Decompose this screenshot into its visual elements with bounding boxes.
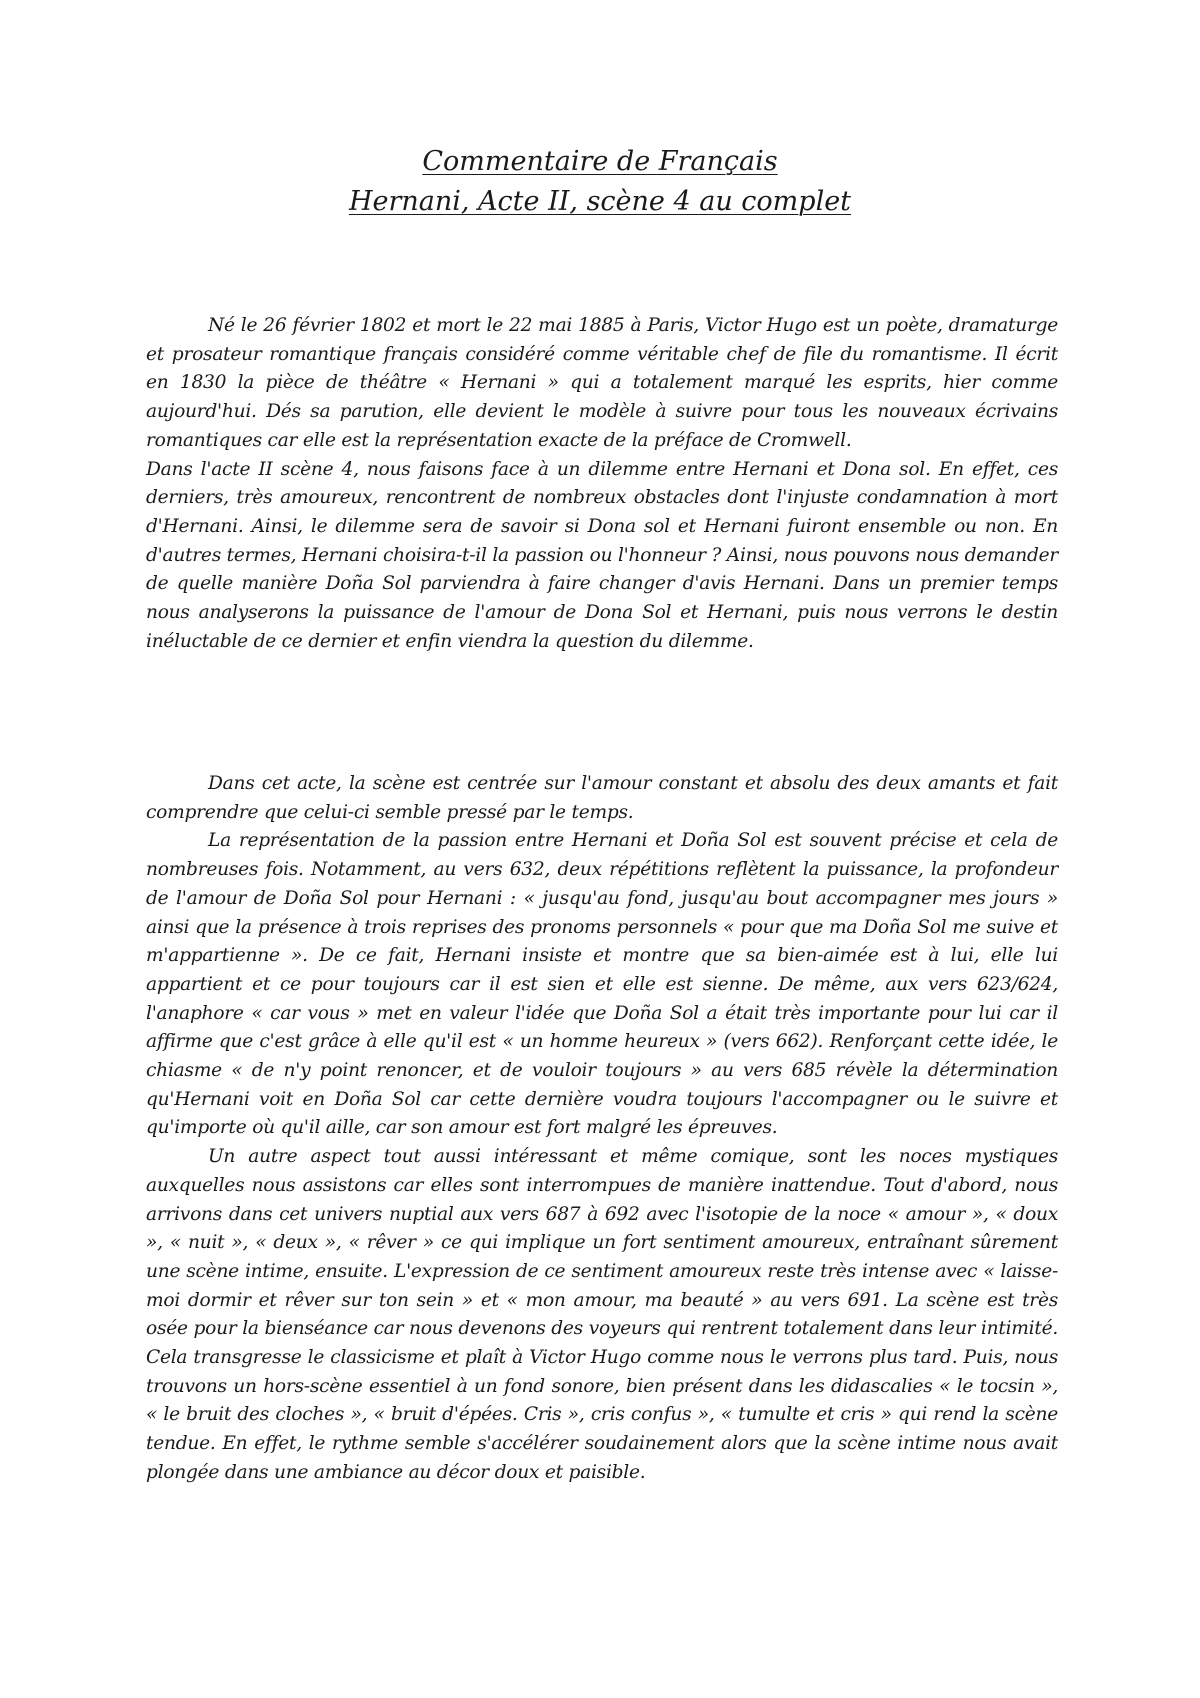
development-section [146,770,1058,1488]
introduction-section [146,312,1058,656]
document-title [0,142,1200,222]
paragraph-intro-1: Né le 26 février 1802 et mort le 22 mai 1885 à Paris, Victor Hugo est un poète, dramaturge et prosateur romantique français considéré comme véritable chef de file du romantisme. Il écrit en 1830 la pièce de théâtre « Hernani » qui a totalement marqué les esprits, hier comme aujourd'hui. Dés sa parution, elle devient le modèle à suivre pour tous les nouveaux écrivains romantiques car elle est la représentation exacte de la préface de Cromwell. [146,315,1058,451]
paragraph-dev-3: Un autre aspect tout aussi intéressant et même comique, sont les noces mystiques auxquelles nous assistons car elles sont interrompues de manière inattendue. Tout d'abord, nous arrivons dans cet univers nuptial aux vers 687 à 692 avec l'isotopie de la noce « amour », « doux », « nuit », « deux », « rêver » ce qui implique un fort sentiment amoureux, entraînant sûrement une scène intime, ensuite. L'expression de ce sentiment amoureux reste très intense avec « laisse-moi dormir et rêver sur ton sein » et « mon amour, ma beauté » au vers 691. La scène est très osée pour la bienséance car nous devenons des voyeurs qui rentrent totalement dans leur intimité. Cela transgresse le classicisme et plaît à Victor Hugo comme nous le verrons plus tard. Puis, nous trouvons un hors-scène essentiel à un fond sonore, bien présent dans les didascalies « le tocsin », « le bruit des cloches », « bruit d'épées. Cris », cris confus », « tumulte et cris » qui rend la scène tendue. En effet, le rythme semble s'accélérer soudainement alors que la scène intime nous avait plongée dans une ambiance au décor doux et paisible. [146,1146,1058,1483]
paragraph-dev-2: La représentation de la passion entre Hernani et Doña Sol est souvent précise et cela de nombreuses fois. Notamment, au vers 632, deux répétitions reflètent la puissance, la profondeur de l'amour de Doña Sol pour Hernani : « jusqu'au fond, jusqu'au bout accompagner mes jours » ainsi que la présence à trois reprises des pronoms personnels « pour que ma Doña Sol me suive et m'appartienne ». De ce fait, Hernani insiste et montre que sa bien-aimée est à lui, elle lui appartient et ce pour toujours car il est sien et elle est sienne. De même, aux vers 623/624, l'anaphore « car vous » met en valeur l'idée que Doña Sol a était très importante pour lui car il affirme que c'est grâce à elle qu'il est « un homme heureux » (vers 662). Renforçant cette idée, le chiasme « de n'y point renoncer, et de vouloir toujours » au vers 685 révèle la détermination qu'Hernani voit en Doña Sol car cette dernière voudra toujours l'accompagner ou le suivre et qu'importe où qu'il aille, car son amour est fort malgré les épreuves. [146,830,1058,1139]
title-line-2: Hernani, Acte II, scène 4 au complet [348,186,852,217]
title-line-1: Commentaire de Français [422,146,778,177]
paragraph-intro-2: Dans l'acte II scène 4, nous faisons face à un dilemme entre Hernani et Dona sol. En effet, ces derniers, très amoureux, rencontrent de nombreux obstacles dont l'injuste condamnation à mort d'Hernani. Ainsi, le dilemme sera de savoir si Dona sol et Hernani fuiront ensemble ou non. En d'autres termes, Hernani choisira-t-il la passion ou l'honneur ? Ainsi, nous pouvons nous demander de quelle manière Doña Sol parviendra à faire changer d'avis Hernani. Dans un premier temps nous analyserons la puissance de l'amour de Dona Sol et Hernani, puis nous verrons le destin inéluctable de ce dernier et enfin viendra la question du dilemme. [146,458,1058,652]
paragraph-dev-1: Dans cet acte, la scène est centrée sur l'amour constant et absolu des deux amants et fait comprendre que celui-ci semble pressé par le temps. [146,773,1058,823]
